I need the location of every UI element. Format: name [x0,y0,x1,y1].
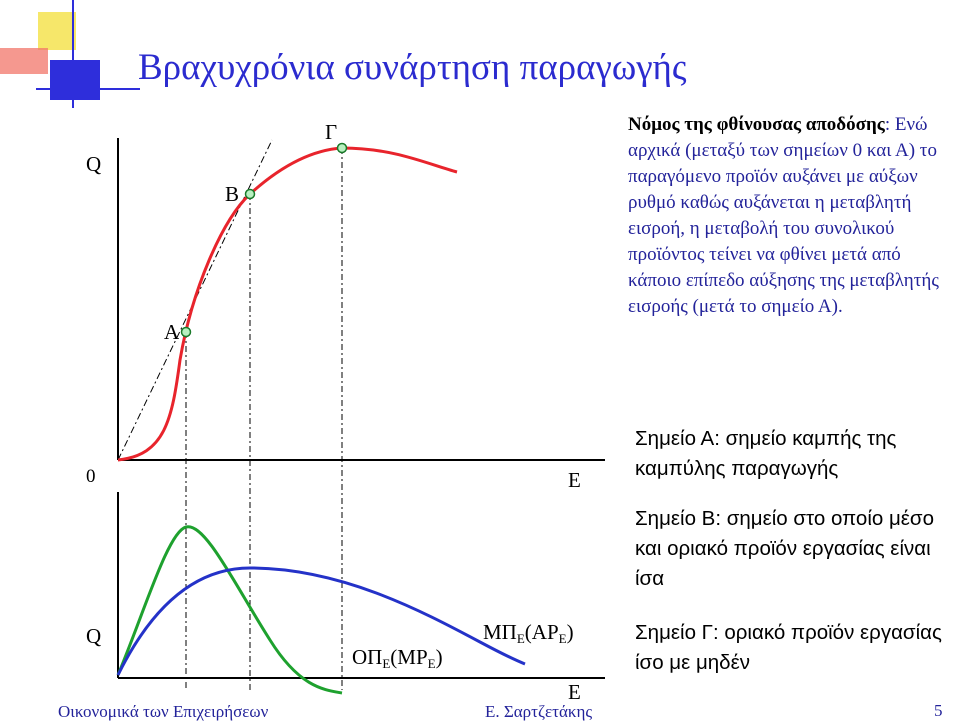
mp-sub2: E [427,656,436,671]
bottom-y-axis-label: Q [86,624,102,648]
total-product-curve [118,148,457,460]
marginal-product-curve [118,527,342,693]
page-number: 5 [934,701,943,720]
average-product-curve [118,568,525,675]
law-heading: Νόμος της φθίνουσας αποδόσης [628,114,885,135]
mp-main: ΟΠ [352,645,383,669]
mp-sub1: E [382,656,391,671]
ap-sub2: E [558,631,567,646]
page-title: Βραχυχρόνια συνάρτηση παραγωγής [138,47,687,88]
point-g-label: Γ [325,120,338,144]
top-y-axis-label: Q [86,152,102,176]
note-point-a: Σημείο Α: σημείο καμπής της καμπύλης παραγωγής [635,427,897,480]
point-b-marker [246,190,255,199]
law-body: : Ενώ αρχικά (μεταξύ των σημείων 0 και Α) το παραγόμενο προϊόν αυξάνει με αύξων ρυθμό καθώς αυξάνεται η μεταβλητή εισροή, η μεταβολή του συνολικού προϊόντος τείνει να φθίνει μετά από κάποιο επίπεδο αύξησης της μεταβλητής εισροής (μετά το σημείο Α). [628,114,939,317]
bottom-x-axis-label: E [568,680,581,704]
origin-label: 0 [86,466,96,487]
mp-curve-label: $O\Pi_E(MP_E)$ [352,645,443,671]
note-point-b: Σημείο Β: σημείο στο οποίο μέσο και οριακό προϊόν εργασίας είναι ίσα [635,507,934,590]
ap-main: ΜΠ [483,620,517,644]
law-of-diminishing-returns [628,112,948,320]
point-b-label: B [225,182,240,206]
footer-author: Ε. Σαρτζετάκης [485,702,593,721]
ap-sub1: E [516,631,525,646]
point-a-label: A [164,320,180,344]
top-x-axis-label: E [568,468,581,492]
point-a-marker [182,328,191,337]
ap-curve-label: $M\Pi_E(AP_E)$ [483,620,574,646]
note-point-g: Σημείο Γ: οριακό προϊόν εργασίας ίσο με μηδέν [635,621,942,674]
point-g-marker [338,144,347,153]
mp-paren-main: MP [397,645,428,669]
footer-course: Οικονομικά των Επιχειρήσεων [58,702,269,721]
ap-paren-main: AP [531,620,559,644]
